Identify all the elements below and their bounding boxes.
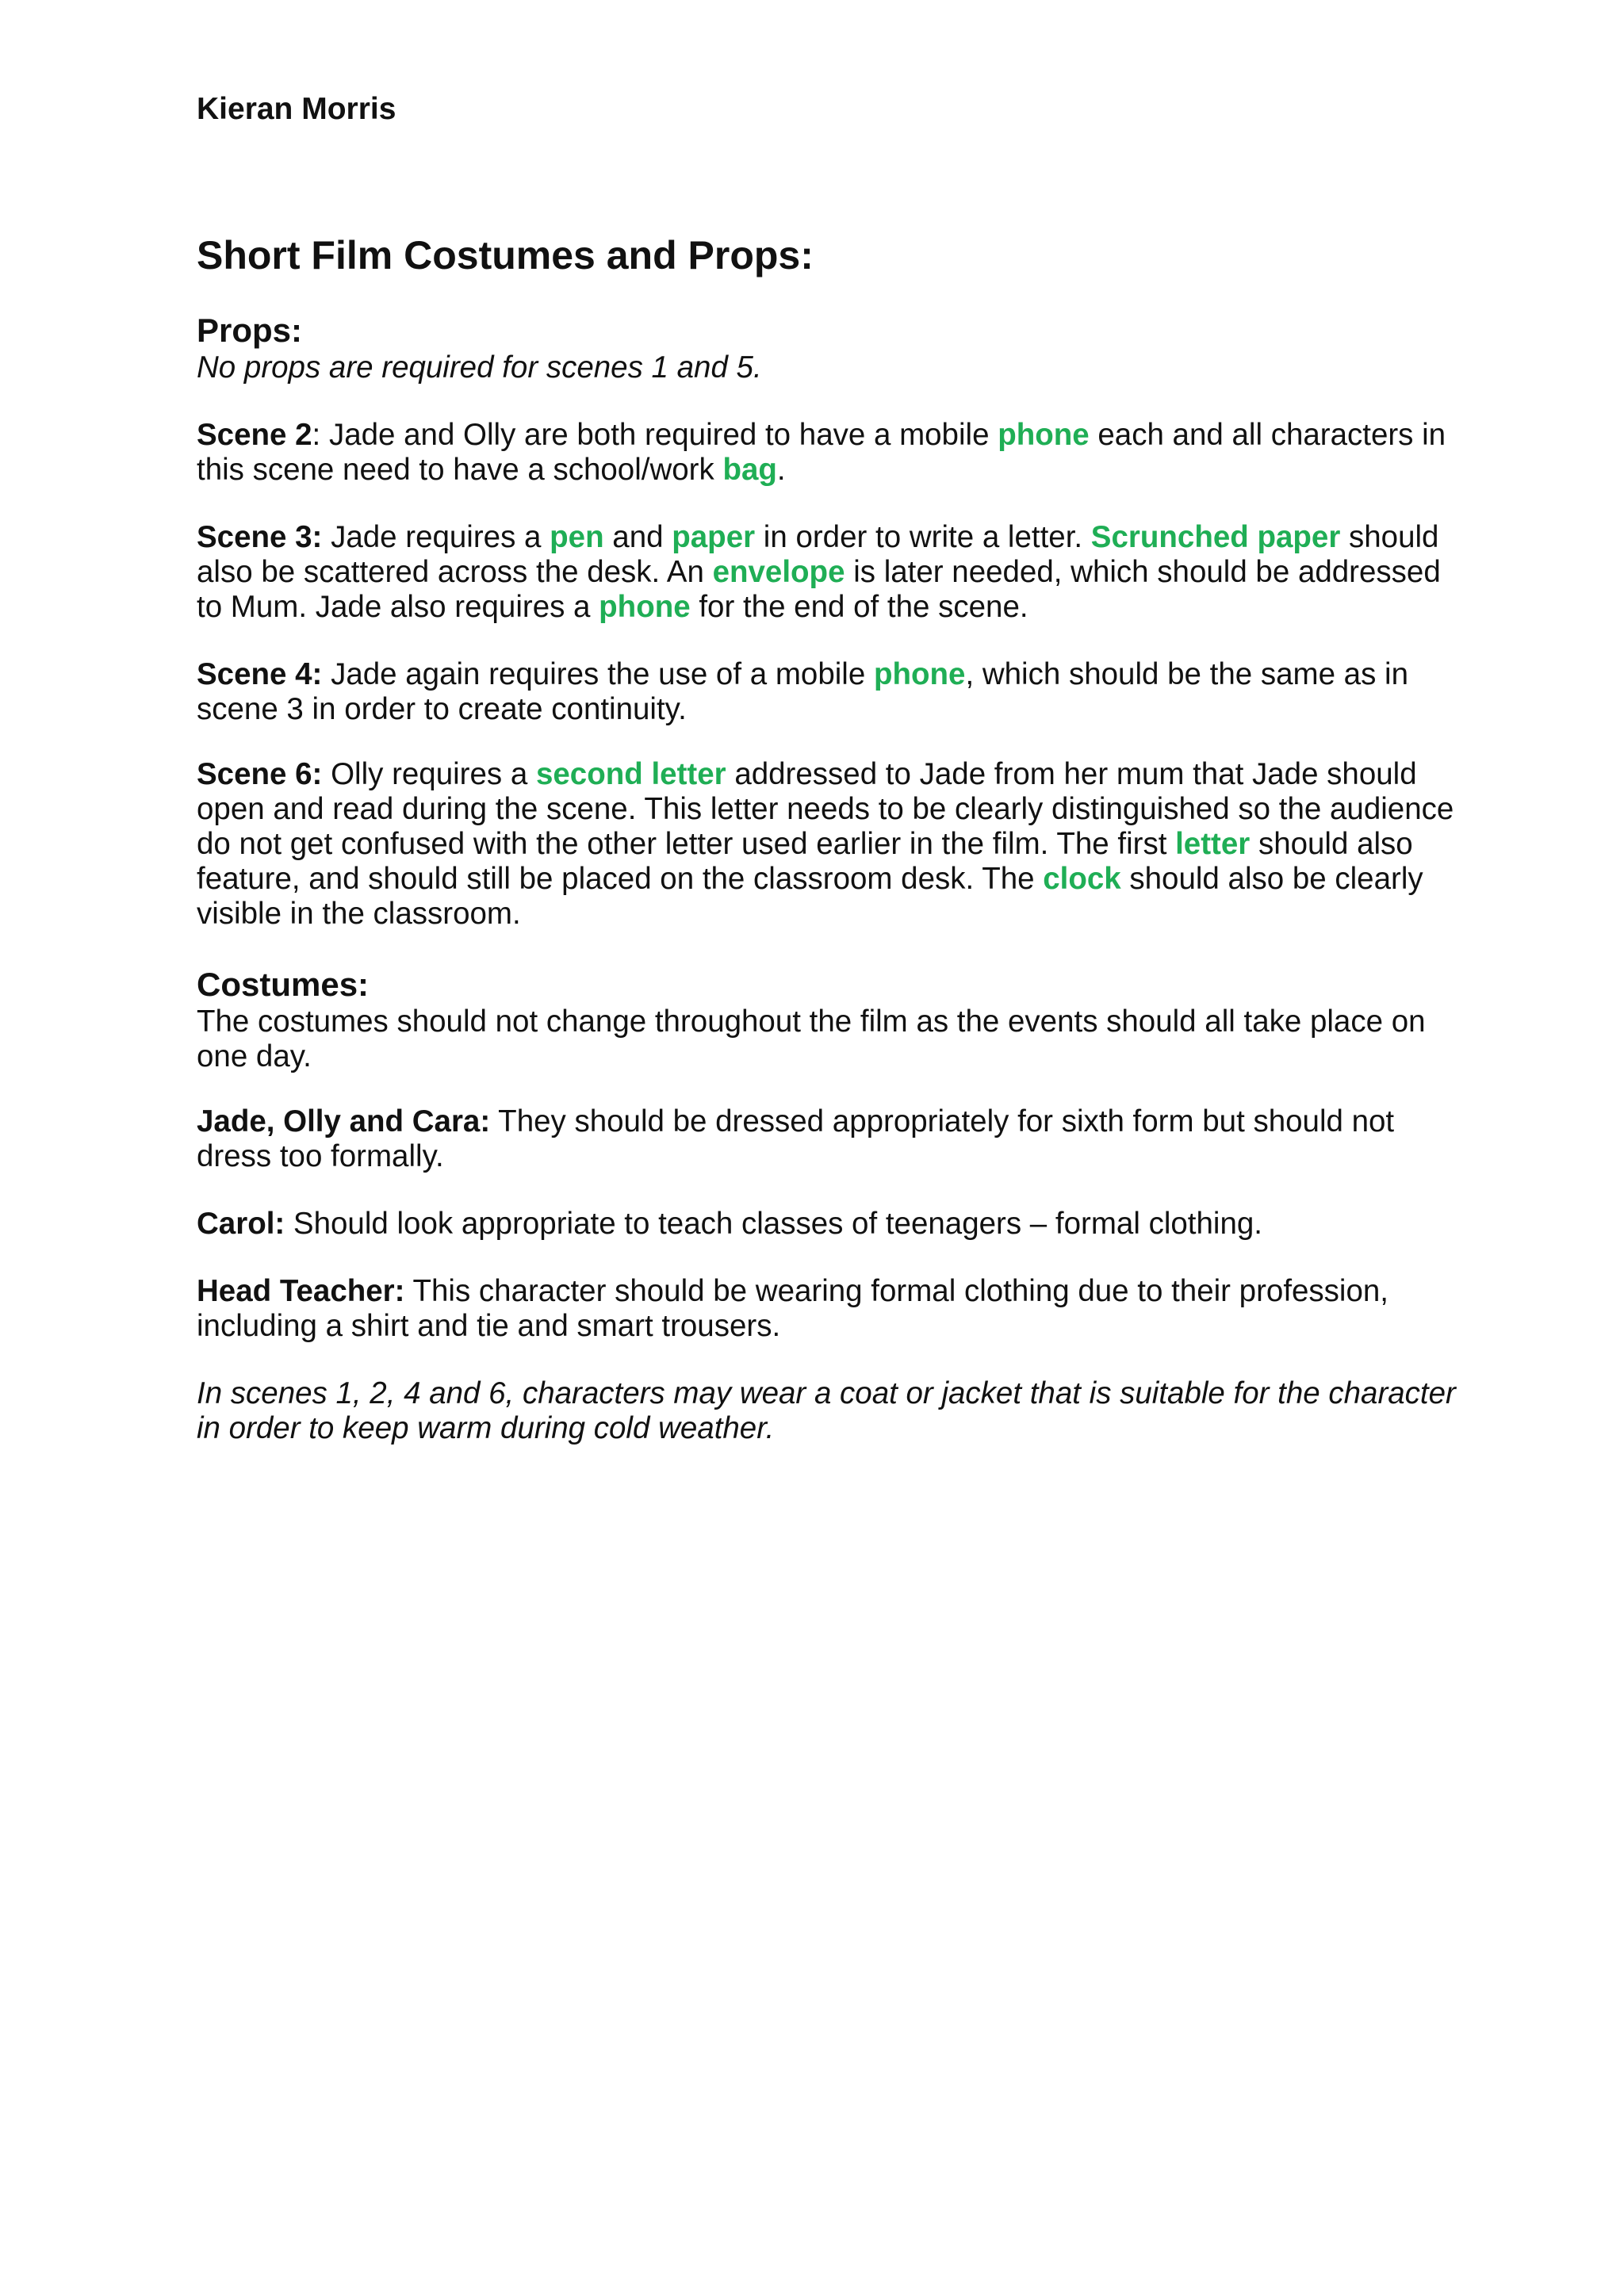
carol-costume-paragraph (197, 1207, 1465, 1242)
costumes-intro: The costumes should not change throughout the film as the events should all take place on one day. (197, 1004, 1426, 1073)
prop-bag: bag (722, 453, 777, 487)
scene-3-text: Jade requires a (322, 520, 550, 554)
scene-6-text: addressed to Jade from her mum that Jade should open and read during the scene. This letter needs to be clearly distinguished so the audience do not get confused with the other letter used earlier in the film. The first (197, 757, 1454, 861)
scene-6-text: should also feature, and should still be placed on the classroom desk. The (197, 827, 1413, 896)
costumes-note: In scenes 1, 2, 4 and 6, characters may wear a coat or jacket that is suitable for the character in order to keep warm during cold weather. (197, 1376, 1456, 1445)
head-teacher-costume-paragraph (197, 1274, 1465, 1344)
carol-text: Should look appropriate to teach classes of teenagers – formal clothing. (285, 1207, 1262, 1241)
scene-4-paragraph (197, 657, 1465, 727)
costumes-heading: Costumes: (197, 966, 370, 1003)
prop-envelope: envelope (712, 555, 845, 589)
prop-paper: paper (672, 520, 756, 554)
author-name: Kieran Morris (197, 92, 396, 126)
props-heading: Props: (197, 312, 303, 349)
prop-pen: pen (550, 520, 604, 554)
document-title: Short Film Costumes and Props: (197, 233, 814, 277)
prop-second-letter: second letter (535, 757, 726, 791)
prop-clock: clock (1043, 862, 1121, 896)
scene-6-text: should also be clearly visible in the classroom. (197, 862, 1423, 931)
students-label: Jade, Olly and Cara: (197, 1104, 491, 1138)
students-costume-paragraph (197, 1104, 1465, 1174)
scene-3-paragraph (197, 520, 1465, 625)
scene-3-text: in order to write a letter. (755, 520, 1091, 554)
head-teacher-label: Head Teacher: (197, 1274, 405, 1308)
prop-phone: phone (873, 657, 966, 691)
scene-4-label: Scene 4: (197, 657, 323, 691)
carol-label: Carol: (197, 1207, 285, 1241)
prop-phone: phone (998, 418, 1090, 452)
scene-3-label: Scene 3: (197, 520, 323, 554)
prop-scrunched-paper: Scrunched paper (1090, 520, 1341, 554)
scene-3-text: should also be scattered across the desk. An (197, 520, 1439, 589)
scene-6-label: Scene 6: (197, 757, 323, 791)
prop-letter: letter (1175, 827, 1251, 861)
prop-phone: phone (599, 590, 691, 624)
scene-2-label: Scene 2 (197, 418, 312, 452)
scene-4-text: , which should be the same as in scene 3 in order to create continuity. (197, 657, 1409, 726)
costumes-section (197, 965, 1465, 1446)
props-section (197, 311, 1465, 932)
scene-3-text: is later needed, which should be addressed to Mum. Jade also requires a (197, 555, 1441, 624)
scene-4-text: Jade again requires the use of a mobile (322, 657, 874, 691)
scene-6-text: Olly requires a (322, 757, 536, 791)
scene-2-text: each and all characters in this scene need to have a school/work (197, 418, 1446, 487)
scene-2-text: . (776, 453, 786, 487)
scene-3-text: for the end of the scene. (690, 590, 1028, 624)
scene-6-paragraph (197, 757, 1465, 932)
scene-2-paragraph (197, 418, 1465, 488)
props-note: No props are required for scenes 1 and 5. (197, 350, 762, 385)
scene-3-text: and (603, 520, 672, 554)
students-text: They should be dressed appropriately for sixth form but should not dress too formally. (197, 1104, 1395, 1173)
head-teacher-text: This character should be wearing formal clothing due to their profession, including a shirt and tie and smart trousers. (197, 1274, 1389, 1343)
scene-2-text: : Jade and Olly are both required to have a mobile (312, 418, 998, 452)
